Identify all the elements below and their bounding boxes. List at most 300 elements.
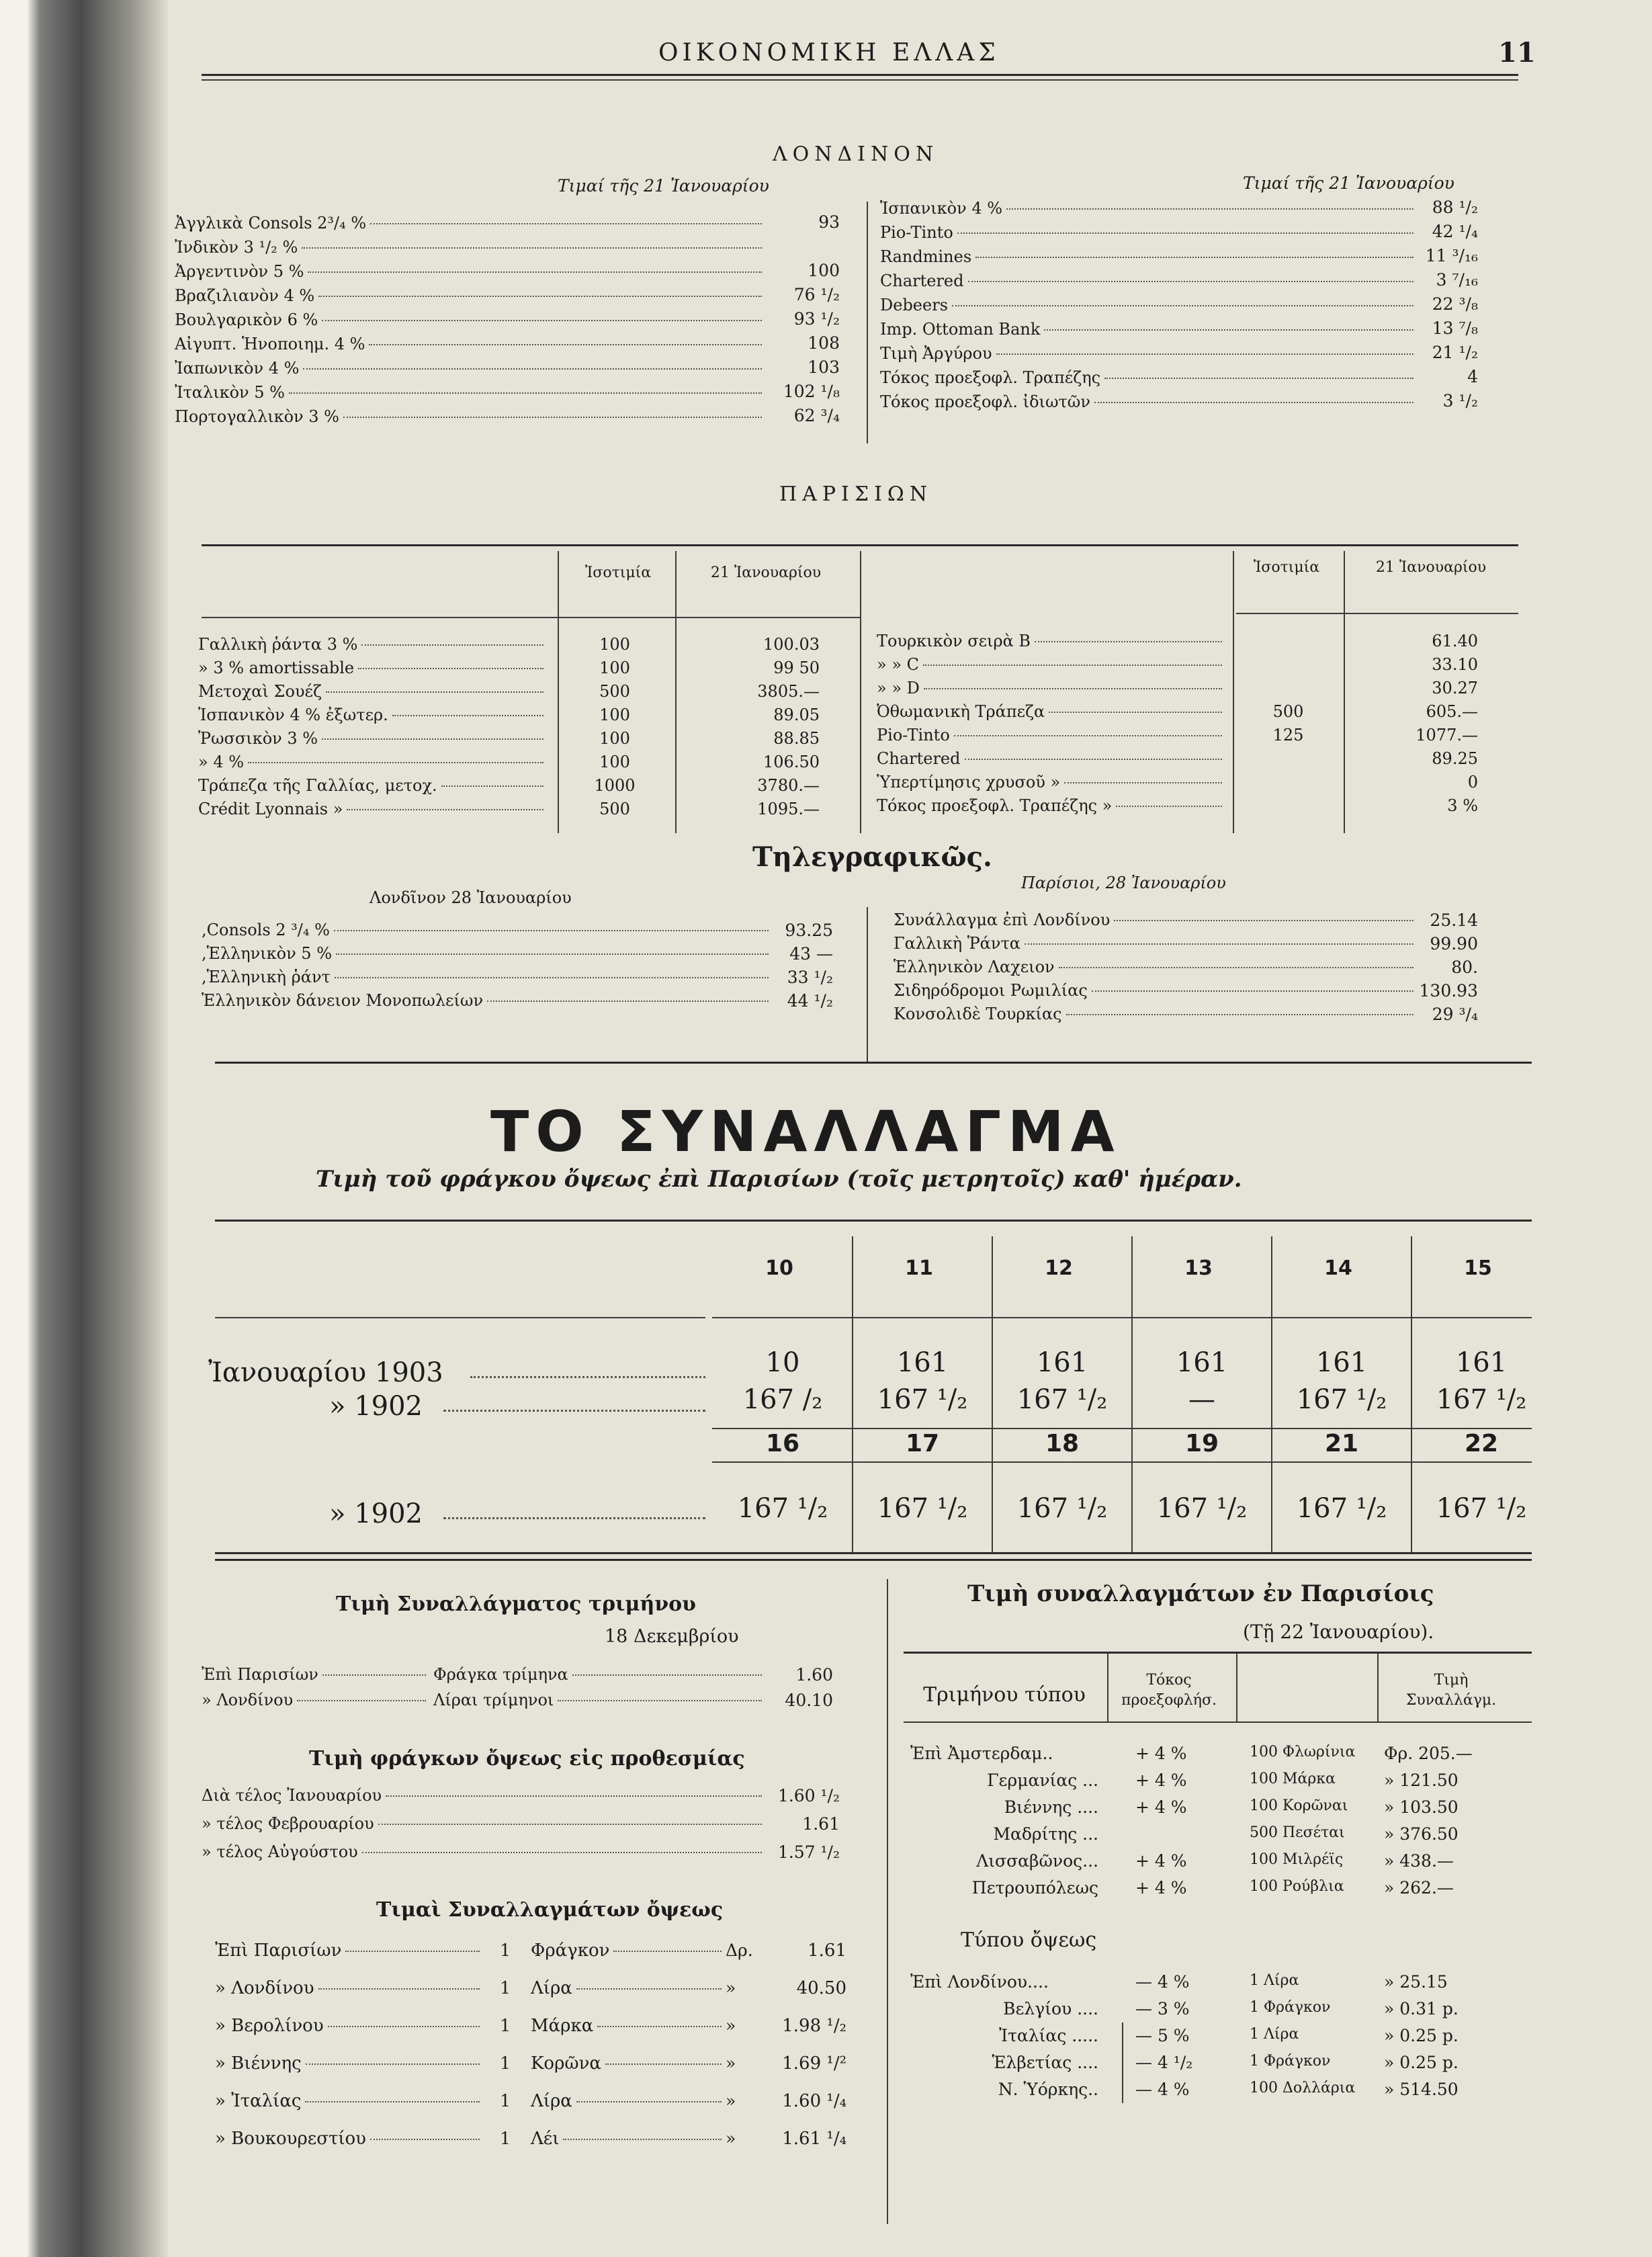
pe-col-rate-b: προεξοφλήσ. xyxy=(1121,1692,1217,1709)
paris-left-row xyxy=(198,776,548,795)
quarterly-value: 1.60 xyxy=(795,1665,833,1685)
pe-row-price: » 121.50 xyxy=(1384,1771,1459,1790)
sight-row-unit-label: Λέι xyxy=(531,2129,560,2149)
paris-left-row-dots xyxy=(322,738,544,740)
header-rule-thin xyxy=(202,79,1518,81)
sight-row-n: 1 xyxy=(500,2091,511,2111)
london-caption-left: Τιμαί τῆς 21 Ἰανουαρίου xyxy=(558,176,769,196)
paris-right-row xyxy=(877,726,1226,744)
telegraph-left-row-label: ,Consols 2 ³/₄ % xyxy=(202,921,330,939)
paris-right-row xyxy=(877,749,1226,768)
paris-left-par: 1000 xyxy=(594,776,636,795)
quarterly-row-b-label: Φράγκα τρίμηνα xyxy=(433,1665,568,1684)
forward-row-label: Διὰ τέλος Ἰανουαρίου xyxy=(202,1786,382,1805)
london-right-row-label: Chartered xyxy=(880,271,964,290)
london-right-row xyxy=(880,223,1418,242)
london-left-value: 76 ¹/₂ xyxy=(793,285,840,304)
sight-row-value: 1.61 ¹/₄ xyxy=(782,2129,846,2149)
london-left-row-label: Βραζιλιανὸν 4 % xyxy=(175,286,315,305)
telegraph-right-value: 25.14 xyxy=(1430,910,1478,930)
pe-row2-city: Ἑλβετίας .... xyxy=(992,2053,1098,2072)
exchange-1902-value: 167 ¹/₂ xyxy=(1436,1384,1527,1415)
london-left-row-dots xyxy=(308,271,762,273)
sight-row-city-label: Ἐπὶ Παρισίων xyxy=(215,1941,342,1961)
paris-right-price: 33.10 xyxy=(1432,655,1478,674)
paris-right-row-label: Τουρκικὸν σειρὰ B xyxy=(877,632,1031,650)
telegraph-right-row xyxy=(894,957,1418,976)
london-left-row xyxy=(175,335,766,353)
pe-row-unit: 100 Κορῶναι xyxy=(1250,1797,1348,1814)
london-left-row xyxy=(175,310,766,329)
exchange-row-1902-label: » 1902 xyxy=(329,1391,423,1422)
london-title: ΛΟΝΔΙΝΟΝ xyxy=(773,142,939,166)
paris-right-row-dots xyxy=(1035,641,1222,642)
paris-right-row-label: Ὀθωμανικὴ Τράπεζα xyxy=(877,702,1045,721)
exchange-label-rule xyxy=(215,1317,705,1318)
paris-left-row-dots xyxy=(441,785,544,787)
paris-head-rule-1 xyxy=(202,617,558,618)
exchange-day2-header: 22 xyxy=(1464,1430,1499,1457)
paris-right-row-label: Τόκος προεξοφλ. Τραπέζης » xyxy=(877,796,1113,815)
pe-row-rate: + 4 % xyxy=(1135,1797,1187,1817)
exchange-row-1902b-label: » 1902 xyxy=(329,1498,423,1529)
paris-exchange-date: (Τῇ 22 Ἰανουαρίου). xyxy=(1243,1621,1434,1643)
telegraph-right-row-label: Γαλλικὴ Ῥάντα xyxy=(894,934,1020,953)
paris-left-row-dots xyxy=(347,809,544,810)
telegraph-left-value: 43 — xyxy=(789,944,833,964)
exchange-dots-2 xyxy=(443,1410,705,1412)
paris-right-par: 125 xyxy=(1272,726,1304,744)
pe-vline-3 xyxy=(1377,1653,1379,1721)
pe-row-rate: + 4 % xyxy=(1135,1771,1187,1790)
pe-row-price: » 376.50 xyxy=(1384,1824,1459,1844)
pe-row-city: Βιέννης .... xyxy=(1004,1797,1098,1817)
pe-row-unit: 500 Πεσέται xyxy=(1250,1824,1345,1841)
paris-vline-3 xyxy=(860,551,861,833)
exchange-day2-header: 21 xyxy=(1324,1430,1359,1457)
sight-row-n: 1 xyxy=(500,1978,511,1998)
paris-right-row-dots xyxy=(1116,806,1222,807)
paris-exchange-title: Τιμὴ συναλλαγμάτων ἐν Παρισίοις xyxy=(967,1580,1434,1607)
paris-right-price: 0 xyxy=(1467,773,1478,792)
paris-right-row xyxy=(877,702,1226,721)
paris-left-row-label: Ἱσπανικὸν 4 % ἐξωτερ. xyxy=(198,706,388,724)
exchange-1902-value: 167 ¹/₂ xyxy=(1016,1384,1108,1415)
paris-right-row-label: » » C xyxy=(877,655,919,674)
paris-col-date-left: 21 Ἰανουαρίου xyxy=(710,564,822,581)
exchange-days-rule xyxy=(712,1317,1532,1318)
paris-left-par: 100 xyxy=(599,635,630,654)
exchange-1902-value: 167 ¹/₂ xyxy=(1296,1384,1387,1415)
paris-top-rule xyxy=(202,544,1518,546)
exchange-1902b-value: 167 ¹/₂ xyxy=(1156,1493,1248,1524)
london-left-row xyxy=(175,286,766,305)
london-right-value: 3 ¹/₂ xyxy=(1442,391,1478,411)
pe-head-rule xyxy=(904,1721,1532,1723)
sight-row-city xyxy=(215,1978,484,1998)
pe-row2-price: » 0.25 p. xyxy=(1384,2026,1459,2045)
telegraph-right-value: 99.90 xyxy=(1430,934,1478,953)
paris-vline-4 xyxy=(1233,551,1234,833)
section-rule-1 xyxy=(215,1062,1532,1064)
paris-right-row-label: » » D xyxy=(877,679,920,697)
paris-left-par: 100 xyxy=(599,658,630,677)
london-left-row-label: Ἀγγλικὰ Consols 2³/₄ % xyxy=(175,214,367,232)
pe-row-rate: + 4 % xyxy=(1135,1851,1187,1871)
sight-row-city-dots xyxy=(328,2026,480,2027)
sight-row-value: 1.98 ¹/₂ xyxy=(782,2016,846,2036)
paris-vline-5 xyxy=(1344,551,1345,833)
paris-left-par: 500 xyxy=(599,682,630,701)
london-left-value: 102 ¹/₈ xyxy=(783,382,840,401)
telegraph-right-caption: Παρίσιοι, 28 Ἰανουαρίου xyxy=(1021,874,1226,892)
exchange-col-rule xyxy=(852,1236,853,1552)
paris-left-price: 89.05 xyxy=(773,706,820,724)
sight-row-n: 1 xyxy=(500,2129,511,2148)
sight-row-city xyxy=(215,1941,484,1961)
telegraph-left-row xyxy=(202,921,773,939)
sight-row-unit-label: Φράγκον xyxy=(531,1941,610,1961)
london-right-row-label: Debeers xyxy=(880,296,949,314)
paris-right-row xyxy=(877,632,1226,650)
pe-row2-rate: — 4 % xyxy=(1135,1972,1190,1992)
london-left-value: 93 ¹/₂ xyxy=(793,309,840,329)
london-left-value: 62 ³/₄ xyxy=(793,406,840,425)
quarterly-date: 18 Δεκεμβρίου xyxy=(605,1626,739,1647)
pe-row2-price: » 0.31 p. xyxy=(1384,1999,1459,2018)
sight-row-n: 1 xyxy=(500,2016,511,2035)
exchange-day2-header: 17 xyxy=(905,1430,940,1457)
paris-right-price: 1077.— xyxy=(1416,726,1478,744)
london-left-row-dots xyxy=(318,296,762,297)
paris-left-price: 106.50 xyxy=(763,753,820,771)
paris-left-par: 100 xyxy=(599,706,630,724)
bottom-divider xyxy=(887,1579,888,2224)
sight-row-city-dots xyxy=(305,2101,480,2102)
pe-col-type: Τριμήνου τύπου xyxy=(923,1683,1086,1707)
pe-row-city: Πετρουπόλεως xyxy=(971,1878,1098,1898)
london-left-row-label: Ἰταλικὸν 5 % xyxy=(175,383,285,402)
paris-right-row xyxy=(877,773,1226,792)
sight-row-unit-dots xyxy=(605,2063,722,2065)
paris-left-row xyxy=(198,658,548,677)
paris-right-row-dots xyxy=(1049,712,1222,713)
exchange-1902b-value: 167 ¹/₂ xyxy=(1436,1493,1527,1524)
paris-left-row xyxy=(198,800,548,818)
telegraph-left-row xyxy=(202,968,773,986)
sight-row-value: 40.50 xyxy=(796,1978,846,1998)
telegraph-left-row-label: Ἑλληνικὸν δάνειον Μονοπωλείων xyxy=(202,991,484,1010)
telegraph-left-row-label: ,Ἑλληνικὴ ῥάντ xyxy=(202,968,331,986)
paris-left-par: 100 xyxy=(599,753,630,771)
london-left-row-dots xyxy=(289,392,762,394)
pe-row-unit: 100 Μάρκα xyxy=(1250,1771,1336,1787)
london-left-row-label: Πορτογαλλικὸν 3 % xyxy=(175,407,339,426)
telegraph-left-row xyxy=(202,991,773,1010)
london-right-row-label: Randmines xyxy=(880,247,972,266)
sight-row-value: 1.69 ¹/² xyxy=(782,2053,846,2074)
london-left-row-label: Βουλγαρικὸν 6 % xyxy=(175,310,318,329)
sight-row-city-label: » Λονδίνου xyxy=(215,1978,314,1998)
exchange-1902b-value: 167 ¹/₂ xyxy=(1016,1493,1108,1524)
sight-row-city-label: » Ἰταλίας xyxy=(215,2091,302,2111)
pe-row-unit: 100 Ρούβλια xyxy=(1250,1878,1344,1895)
london-left-value: 100 xyxy=(808,261,840,280)
exchange-col-rule xyxy=(992,1236,993,1552)
london-left-row-dots xyxy=(370,223,762,224)
sight-row-n: 1 xyxy=(500,1941,511,1960)
exchange-1902b-value: 167 ¹/₂ xyxy=(877,1493,968,1524)
pe-row2-unit: 1 Λίρα xyxy=(1250,1972,1299,1989)
forward-row-label: » τέλος Φεβρουαρίου xyxy=(202,1814,374,1833)
london-right-row-label: Imp. Ottoman Bank xyxy=(880,320,1041,339)
london-left-row-label: Ἰνδικὸν 3 ¹/₂ % xyxy=(175,238,298,257)
paris-left-price: 88.85 xyxy=(773,729,820,748)
pe-row2-price: » 25.15 xyxy=(1384,1972,1448,1992)
paris-left-row xyxy=(198,682,548,701)
london-left-row-dots xyxy=(302,247,762,249)
london-right-row-label: Τόκος προεξοφλ. ἰδιωτῶν xyxy=(880,392,1090,411)
london-caption-right: Τιμαί τῆς 21 Ἰανουαρίου xyxy=(1243,173,1454,193)
sight-row-unit-label: Λίρα xyxy=(531,1978,572,1998)
exchange-days2-rule xyxy=(712,1461,1532,1463)
pe-row-city: Μαδρίτης ... xyxy=(993,1824,1098,1844)
paris-title: ΠΑΡΙΣΙΩΝ xyxy=(779,482,933,506)
paris-right-row xyxy=(877,679,1226,697)
paris-left-row xyxy=(198,729,548,748)
paris-left-row-dots xyxy=(361,644,544,646)
journal-title: ΟΙΚΟΝΟΜΙΚΗ ΕΛΛΑΣ xyxy=(658,39,1000,67)
london-right-row xyxy=(880,271,1418,290)
london-right-value: 4 xyxy=(1467,367,1478,386)
pe-row-price: » 438.— xyxy=(1384,1851,1454,1871)
paris-left-row-label: Ῥωσσικὸν 3 % xyxy=(198,729,318,748)
paris-left-par: 500 xyxy=(599,800,630,818)
paris-vline-1 xyxy=(558,551,559,833)
sight-row-unit xyxy=(531,1978,726,1998)
london-right-value: 88 ¹/₂ xyxy=(1432,198,1478,217)
forward-row xyxy=(202,1786,766,1805)
london-right-value: 42 ¹/₄ xyxy=(1432,222,1478,241)
pe-row2-city: Ν. Ὑόρκης.. xyxy=(998,2080,1098,2099)
paris-left-row-dots xyxy=(326,691,544,693)
paris-right-row-label: Chartered xyxy=(877,749,961,768)
london-right-row-label: Τιμὴ Ἀργύρου xyxy=(880,344,992,363)
exchange-title: ΤΟ ΣΥΝΑΛΛΑΓΜΑ xyxy=(490,1099,1121,1164)
london-left-row xyxy=(175,238,766,257)
section-rule-2 xyxy=(215,1559,1532,1561)
london-divider xyxy=(867,202,868,443)
london-right-row-label: Ἱσπανικὸν 4 % xyxy=(880,199,1003,218)
pe-row2-unit: 1 Φράγκον xyxy=(1250,2053,1331,2070)
exchange-1902b-value: 167 ¹/₂ xyxy=(1296,1493,1387,1524)
paris-right-price: 89.25 xyxy=(1432,749,1478,768)
sight-row-value: 1.60 ¹/₄ xyxy=(782,2091,846,2111)
pe-row2-price: » 0.25 p. xyxy=(1384,2053,1459,2072)
paris-left-row xyxy=(198,753,548,771)
sight-row-unit xyxy=(531,2091,726,2111)
exchange-1903-value: 161 xyxy=(1455,1347,1508,1378)
telegraph-right-row-label: Κονσολιδὲ Τουρκίας xyxy=(894,1005,1062,1023)
paris-left-par: 100 xyxy=(599,729,630,748)
pe-row2-city: Βελγίου .... xyxy=(1003,1999,1098,2018)
sight-row-unit xyxy=(531,1941,726,1961)
pe-row-unit: 100 Μιλρέϊς xyxy=(1250,1851,1344,1868)
telegraph-left-row-label: ,Ἑλληνικὸν 5 % xyxy=(202,944,332,963)
exchange-day-header: 11 xyxy=(905,1257,933,1280)
book-spine xyxy=(0,0,168,2257)
sight-row-cur: Δρ. xyxy=(726,1941,753,1960)
paris-left-price: 3780.— xyxy=(757,776,820,795)
london-right-value: 21 ¹/₂ xyxy=(1432,343,1478,362)
exchange-col-rule xyxy=(1131,1236,1133,1552)
pe-row2-rate: — 4 % xyxy=(1135,2080,1190,2099)
paris-left-row-label: Μετοχαὶ Σουέζ xyxy=(198,682,322,701)
telegraph-right-value: 130.93 xyxy=(1419,981,1478,1000)
sight-row-unit-dots xyxy=(597,2026,722,2027)
forward-title: Τιμὴ φράγκων ὄψεως εἰς προθεσμίας xyxy=(309,1747,745,1771)
quarterly-row-b-label: Λίραι τρίμηνοι xyxy=(433,1691,554,1709)
exchange-day-header: 15 xyxy=(1464,1257,1492,1280)
paris-right-row-dots xyxy=(923,665,1222,666)
exchange-day-header: 12 xyxy=(1045,1257,1073,1280)
paris-left-row-label: Crédit Lyonnais » xyxy=(198,800,343,818)
pe-row-city: Ἐπὶ Ἀμστερδαμ.. xyxy=(910,1744,1053,1763)
london-right-row xyxy=(880,320,1418,339)
exchange-1902b-value: 167 ¹/₂ xyxy=(737,1493,828,1524)
page-number: 11 xyxy=(1498,37,1536,69)
pe-row-price: » 103.50 xyxy=(1384,1797,1459,1817)
sight-row-city-label: » Βιέννης xyxy=(215,2053,302,2074)
sight-row-city-dots xyxy=(306,2063,480,2065)
exchange-top-rule xyxy=(215,1220,1532,1222)
quarterly-row-a-dots xyxy=(322,1674,426,1676)
paris-left-price: 99 50 xyxy=(773,658,820,677)
pe-row2-unit: 100 Δολλάρια xyxy=(1250,2080,1356,2096)
sight-row-city xyxy=(215,2016,484,2036)
pe-row2-unit: 1 Λίρα xyxy=(1250,2026,1299,2043)
pe-row-city: Γερμανίας ... xyxy=(987,1771,1098,1790)
london-left-row xyxy=(175,262,766,281)
pe-row2-rate: — 3 % xyxy=(1135,1999,1190,2018)
london-left-value: 93 xyxy=(818,212,840,232)
sight-row-cur: » xyxy=(726,2016,736,2035)
exchange-1902-value: 167 ¹/₂ xyxy=(877,1384,968,1415)
forward-row-label: » τέλος Αὐγούστου xyxy=(202,1842,358,1861)
forward-row-dots xyxy=(362,1852,762,1853)
exchange-1903-value: 161 xyxy=(896,1347,949,1378)
quarterly-row-a xyxy=(202,1665,430,1684)
sight-row-unit-dots xyxy=(576,1988,722,1990)
paris-left-price: 1095.— xyxy=(757,800,820,818)
quarterly-row-a-label: » Λονδίνου xyxy=(202,1691,294,1709)
london-right-row xyxy=(880,344,1418,363)
pe-row2-city: Ἰταλίας ..... xyxy=(999,2026,1098,2045)
paris-left-row-label: Γαλλικὴ ῥάντα 3 % xyxy=(198,635,358,654)
telegraph-left-value: 44 ¹/₂ xyxy=(787,991,833,1011)
exchange-day-header: 14 xyxy=(1324,1257,1352,1280)
pe-row2-rate: — 4 ¹/₂ xyxy=(1135,2053,1193,2072)
sight-row-unit-label: Μάρκα xyxy=(531,2016,594,2036)
london-right-value: 3 ⁷/₁₆ xyxy=(1436,270,1478,290)
sight-row-cur: » xyxy=(726,1978,736,1998)
exchange-1903-value: 161 xyxy=(1036,1347,1088,1378)
sight-row-city-label: » Βουκουρεστίου xyxy=(215,2129,366,2149)
london-right-row xyxy=(880,368,1418,387)
london-left-value: 103 xyxy=(808,357,840,377)
exchange-day-header: 10 xyxy=(765,1257,793,1280)
paris-col-isotimia-left: Ἰσοτιμία xyxy=(584,564,652,581)
paris-right-row-dots xyxy=(924,688,1222,689)
pe-col-price-b: Συναλλάγμ. xyxy=(1405,1692,1497,1709)
sight-row-city-dots xyxy=(345,1951,480,1952)
paris-head-rule-3 xyxy=(1236,613,1518,614)
quarterly-row-a-dots xyxy=(297,1700,426,1701)
quarterly-title: Τιμὴ Συναλλάγματος τριμήνου xyxy=(336,1592,696,1616)
london-right-row xyxy=(880,199,1418,218)
sight-row-unit xyxy=(531,2016,726,2036)
pe-bracket-line xyxy=(1122,2022,1123,2103)
sight-row-city-dots xyxy=(318,1988,480,1990)
header-rule xyxy=(202,74,1518,76)
pe-col-price-a: Τιμὴ xyxy=(1434,1672,1469,1689)
pe-row2-unit: 1 Φράγκον xyxy=(1250,1999,1331,2016)
sight-row-city xyxy=(215,2053,484,2074)
london-right-row-label: Τόκος προεξοφλ. Τραπέζης xyxy=(880,368,1101,387)
london-left-row-dots xyxy=(303,368,762,370)
paris-right-price: 61.40 xyxy=(1432,632,1478,650)
telegraph-right-value: 80. xyxy=(1451,957,1478,977)
london-right-value: 22 ³/₈ xyxy=(1432,294,1478,314)
exchange-dots-3 xyxy=(443,1517,705,1519)
forward-value: 1.57 ¹/₂ xyxy=(777,1842,840,1862)
london-left-row-label: Αἰγυπτ. Ἡνοποιημ. 4 % xyxy=(175,335,365,353)
sight-row-city-label: » Βερολίνου xyxy=(215,2016,324,2036)
sight-row-unit-dots xyxy=(563,2139,722,2140)
telegraph-right-row xyxy=(894,981,1418,1000)
exchange-subtitle: Τιμὴ τοῦ φράγκου ὄψεως ἐπὶ Παρισίων (τοῖς μετρητοῖς) καθ' ἡμέραν. xyxy=(316,1166,1242,1193)
exchange-bottom-rule xyxy=(215,1552,1532,1554)
exchange-1903-value: 10 xyxy=(765,1347,800,1378)
paris-right-price: 3 % xyxy=(1447,796,1478,815)
telegraph-title: Τηλεγραφικῶς. xyxy=(752,841,992,873)
paris-left-row xyxy=(198,706,548,724)
exchange-day2-header: 16 xyxy=(765,1430,800,1457)
sight-row-unit xyxy=(531,2129,726,2149)
paris-right-row-label: Ὑπερτίμησις χρυσοῦ » xyxy=(877,773,1061,792)
exchange-row-1903-label: Ἰανουαρίου 1903 xyxy=(208,1357,443,1388)
london-left-row-label: Ἰαπωνικὸν 4 % xyxy=(175,359,300,378)
paris-left-row-label: » 4 % xyxy=(198,753,245,771)
london-left-row-dots xyxy=(369,344,762,345)
paris-left-row-dots xyxy=(248,762,544,763)
exchange-dots-1 xyxy=(470,1376,705,1378)
london-right-value: 13 ⁷/₈ xyxy=(1432,318,1478,338)
sight-row-unit-dots xyxy=(613,1951,722,1952)
sight-row-unit xyxy=(531,2053,726,2074)
paris-right-row-dots xyxy=(954,735,1222,736)
pe-col-rate-a: Τόκος xyxy=(1146,1672,1192,1689)
telegraph-right-row-label: Σιδηρόδρομοι Ρωμιλίας xyxy=(894,981,1088,1000)
sight-row-unit-label: Λίρα xyxy=(531,2091,572,2111)
sight-row-unit-label: Κορῶνα xyxy=(531,2053,601,2074)
paris-right-row-label: Pio-Tinto xyxy=(877,726,950,744)
london-left-row xyxy=(175,214,766,232)
paris-exchange-top-rule xyxy=(904,1652,1532,1654)
pe-row2-rate: — 5 % xyxy=(1135,2026,1190,2045)
paris-left-row-dots xyxy=(392,715,544,716)
london-left-row-label: Ἀργεντινὸν 5 % xyxy=(175,262,304,281)
